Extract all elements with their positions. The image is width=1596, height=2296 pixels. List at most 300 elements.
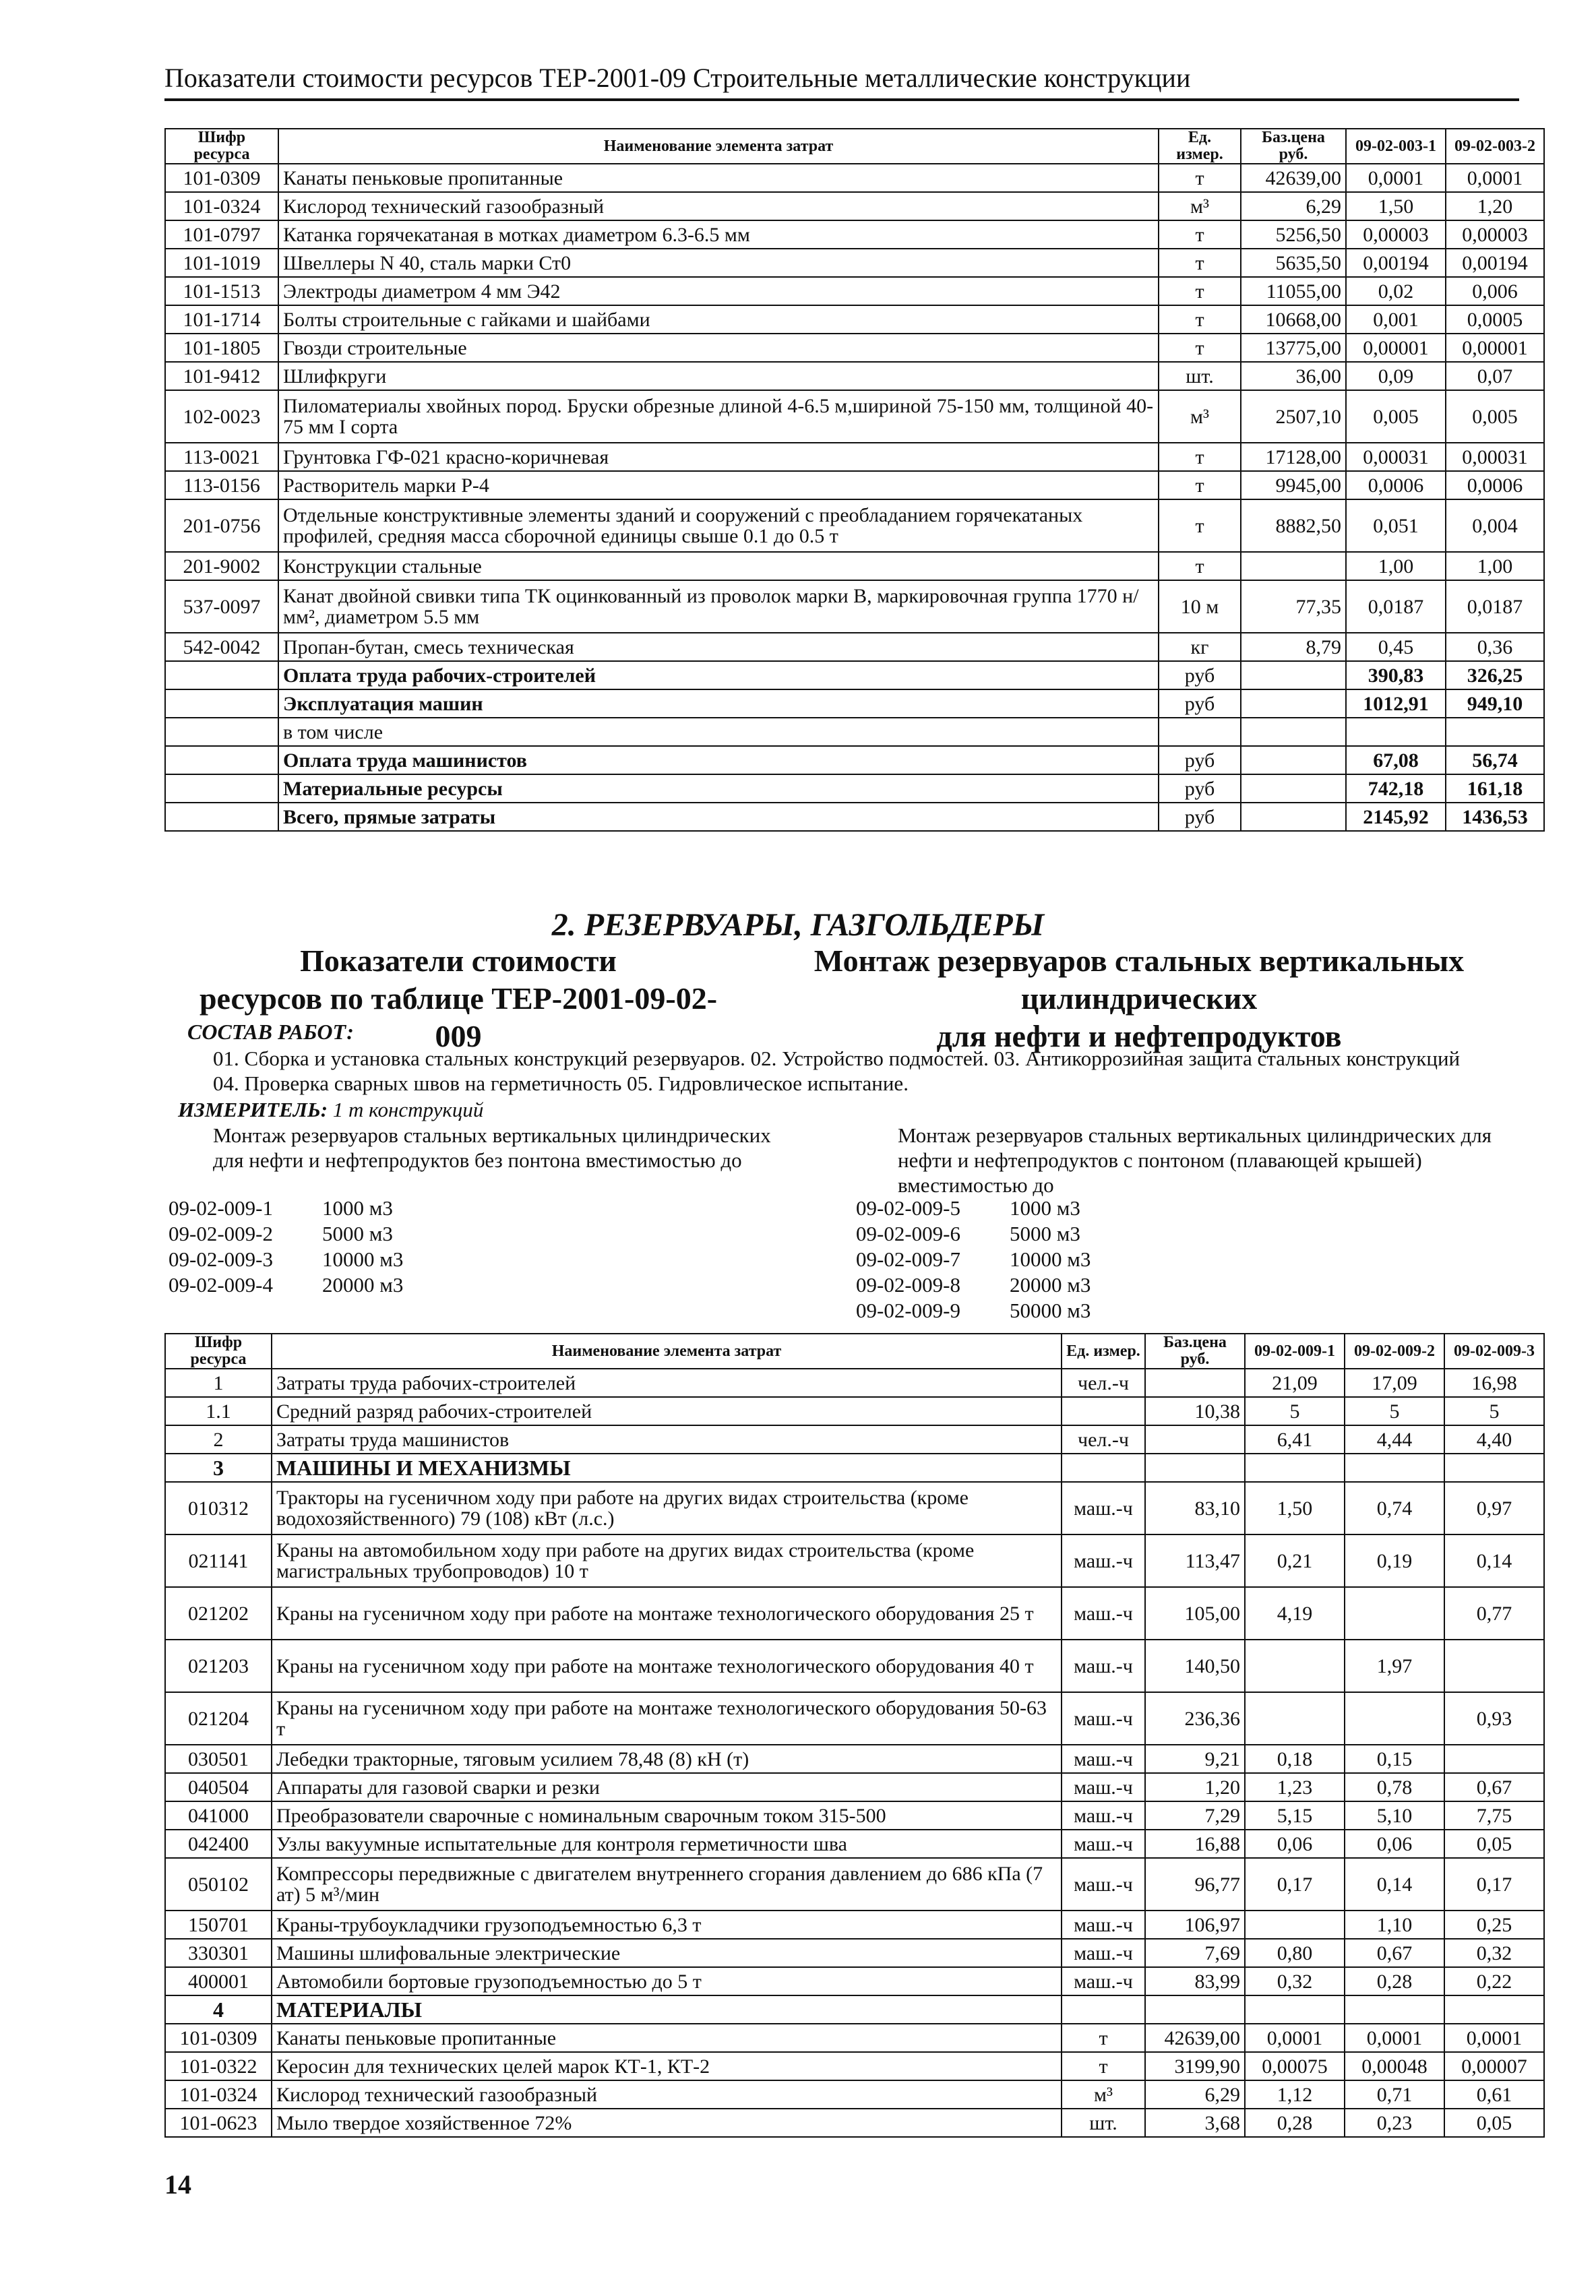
table-row	[165, 1967, 1544, 1995]
summary-unit: руб	[1159, 661, 1241, 689]
unit: маш.-ч	[1062, 1773, 1145, 1801]
resource-code: 021204	[165, 1692, 272, 1745]
table-row	[165, 552, 1544, 580]
value-009-2: 1,10	[1345, 1911, 1444, 1939]
value-009-2: 0,23	[1345, 2109, 1444, 2137]
element-name: Шлифкруги	[278, 362, 1159, 390]
variant-capacity: 20000 м3	[1010, 1273, 1091, 1297]
element-name: Пиломатериалы хвойных пород. Бруски обрезные длиной 4-6.5 м,шириной 75-150 мм, толщиной 40-75 мм I сорта	[278, 390, 1159, 443]
resource-code: 102-0023	[165, 390, 278, 443]
element-name: Гвозди строительные	[278, 334, 1159, 362]
summary-label: Эксплуатация машин	[278, 689, 1159, 718]
base-price: 83,10	[1145, 1482, 1245, 1534]
value-003-2: 0,004	[1446, 499, 1544, 552]
summary-value-003-1: 390,83	[1346, 661, 1446, 689]
value-003-2: 0,0005	[1446, 305, 1544, 334]
variant-capacity: 5000 м3	[1010, 1222, 1080, 1245]
resource-code: 101-0623	[165, 2109, 272, 2137]
value-009-2: 17,09	[1345, 1369, 1444, 1397]
table-row	[165, 1745, 1544, 1773]
resource-code: 113-0156	[165, 471, 278, 499]
value-009-1	[1245, 1692, 1345, 1745]
base-price: 96,77	[1145, 1858, 1245, 1911]
value-003-2: 0,0006	[1446, 471, 1544, 499]
element-name: Отдельные конструктивные элементы зданий и сооружений с преобладанием горячекатаных профилей, средняя масса сборочной единицы свыше 0.1 до 0.5 т	[278, 499, 1159, 552]
section-title: 2. РЕЗЕРВУАРЫ, ГАЗГОЛЬДЕРЫ	[551, 907, 1045, 943]
element-name: Канаты пеньковые пропитанные	[278, 164, 1159, 192]
column-header: 09-02-003-2	[1446, 129, 1544, 164]
base-price: 11055,00	[1241, 277, 1346, 305]
element-name: Кислород технический газообразный	[278, 192, 1159, 220]
value-003-2: 0,00031	[1446, 443, 1544, 471]
table-row	[165, 334, 1544, 362]
element-name: Тракторы на гусеничном ходу при работе на других видах строительства (кроме водохозяйственного) 79 (108) кВт (л.с.)	[272, 1482, 1062, 1534]
base-price: 113,47	[1145, 1534, 1245, 1587]
base-price	[1145, 1454, 1245, 1482]
value-003-1: 0,0187	[1346, 580, 1446, 633]
value-009-1: 0,18	[1245, 1745, 1345, 1773]
value-009-1: 0,28	[1245, 2109, 1345, 2137]
value-009-1: 1,12	[1245, 2080, 1345, 2109]
summary-value-003-1: 1012,91	[1346, 689, 1446, 718]
table-row	[165, 1830, 1544, 1858]
element-name: Компрессоры передвижные с двигателем внутреннего сгорания давлением до 686 кПа (7 ат) 5 м³/мин	[272, 1858, 1062, 1911]
element-name: Преобразователи сварочные с номинальным сварочным током 315-500	[272, 1801, 1062, 1830]
value-009-2: 0,00048	[1345, 2052, 1444, 2080]
value-009-1	[1245, 1995, 1345, 2024]
value-009-3: 7,75	[1444, 1801, 1544, 1830]
value-003-2: 1,20	[1446, 192, 1544, 220]
value-009-2: 5,10	[1345, 1801, 1444, 1830]
resource-code: 330301	[165, 1939, 272, 1967]
value-009-3: 0,67	[1444, 1773, 1544, 1801]
table-row	[165, 1801, 1544, 1830]
unit: т	[1062, 2024, 1145, 2052]
value-009-1: 0,32	[1245, 1967, 1345, 1995]
value-003-1: 0,09	[1346, 362, 1446, 390]
value-009-2	[1345, 1995, 1444, 2024]
value-003-1: 1,00	[1346, 552, 1446, 580]
base-price: 10668,00	[1241, 305, 1346, 334]
empty-cell	[1241, 661, 1346, 689]
variant-code: 09-02-009-4	[168, 1273, 273, 1297]
unit: чел.-ч	[1062, 1425, 1145, 1454]
value-009-1	[1245, 1454, 1345, 1482]
resource-code: 101-1019	[165, 249, 278, 277]
unit: 10 м	[1159, 580, 1241, 633]
base-price: 8,79	[1241, 633, 1346, 661]
value-009-3: 0,22	[1444, 1967, 1544, 1995]
value-009-2: 0,67	[1345, 1939, 1444, 1967]
variant-capacity: 50000 м3	[1010, 1299, 1091, 1322]
element-name: Автомобили бортовые грузоподъемностью до 5 т	[272, 1967, 1062, 1995]
value-009-2	[1345, 1692, 1444, 1745]
value-009-3: 16,98	[1444, 1369, 1544, 1397]
table-header-row	[165, 1334, 1544, 1369]
column-header: Шифр ресурса	[165, 1334, 272, 1369]
table-row	[165, 443, 1544, 471]
page-header: Показатели стоимости ресурсов ТЕР-2001-09 Строительные металлические конструкции	[164, 63, 1191, 93]
unit: шт.	[1159, 362, 1241, 390]
element-name: Болты строительные с гайками и шайбами	[278, 305, 1159, 334]
unit: т	[1159, 499, 1241, 552]
unit: м³	[1159, 192, 1241, 220]
value-003-2: 0,00003	[1446, 220, 1544, 249]
unit: т	[1062, 2052, 1145, 2080]
value-003-1: 0,00001	[1346, 334, 1446, 362]
base-price: 13775,00	[1241, 334, 1346, 362]
variant-capacity: 1000 м3	[322, 1196, 393, 1220]
resource-code: 101-0324	[165, 192, 278, 220]
unit: м³	[1159, 390, 1241, 443]
unit: маш.-ч	[1062, 1640, 1145, 1692]
table-row	[165, 1939, 1544, 1967]
element-name: Краны-трубоукладчики грузоподъемностью 6,3 т	[272, 1911, 1062, 1939]
empty-cell	[1241, 746, 1346, 774]
resource-code: 3	[165, 1454, 272, 1482]
element-name: МАТЕРИАЛЫ	[272, 1995, 1062, 2024]
empty-cell	[1241, 774, 1346, 803]
variant-item	[856, 1196, 1091, 1221]
variant-code: 09-02-009-3	[168, 1247, 273, 1271]
summary-unit: руб	[1159, 774, 1241, 803]
base-price: 140,50	[1145, 1640, 1245, 1692]
resource-code: 101-1513	[165, 277, 278, 305]
table-row	[165, 362, 1544, 390]
table-row	[165, 390, 1544, 443]
base-price: 17128,00	[1241, 443, 1346, 471]
empty-cell	[165, 689, 278, 718]
resource-code: 101-0324	[165, 2080, 272, 2109]
empty-cell	[1241, 718, 1346, 746]
section-row	[165, 1995, 1544, 2024]
table-body	[165, 1369, 1544, 2137]
indicators-title-line: Показатели стоимости	[300, 943, 617, 978]
value-003-2: 0,006	[1446, 277, 1544, 305]
resources-table-2	[164, 1333, 1545, 2138]
summary-unit	[1159, 718, 1241, 746]
value-009-3: 0,05	[1444, 2109, 1544, 2137]
variants-left-list	[168, 1196, 403, 1298]
value-009-1: 21,09	[1245, 1369, 1345, 1397]
summary-label: Всего, прямые затраты	[278, 803, 1159, 831]
value-009-3	[1444, 1995, 1544, 2024]
resource-code: 4	[165, 1995, 272, 2024]
unit: т	[1159, 471, 1241, 499]
table-row	[165, 2109, 1544, 2137]
element-name: Мыло твердое хозяйственное 72%	[272, 2109, 1062, 2137]
resource-code: 150701	[165, 1911, 272, 1939]
column-header: Ед. измер.	[1159, 129, 1241, 164]
resource-code: 113-0021	[165, 443, 278, 471]
table-row	[165, 1425, 1544, 1454]
column-header: 09-02-003-1	[1346, 129, 1446, 164]
column-header: Баз.цена руб.	[1241, 129, 1346, 164]
summary-value-003-1: 742,18	[1346, 774, 1446, 803]
base-price: 77,35	[1241, 580, 1346, 633]
page-number: 14	[164, 2169, 191, 2200]
unit: маш.-ч	[1062, 1801, 1145, 1830]
column-header: Баз.цена руб.	[1145, 1334, 1245, 1369]
table-row	[165, 1482, 1544, 1534]
resource-code: 537-0097	[165, 580, 278, 633]
base-price: 2507,10	[1241, 390, 1346, 443]
value-003-1: 0,001	[1346, 305, 1446, 334]
value-003-2: 0,0001	[1446, 164, 1544, 192]
resource-code: 101-9412	[165, 362, 278, 390]
section-row	[165, 1454, 1544, 1482]
element-name: Канаты пеньковые пропитанные	[272, 2024, 1062, 2052]
resource-code: 201-9002	[165, 552, 278, 580]
value-009-3: 0,25	[1444, 1911, 1544, 1939]
table-row	[165, 305, 1544, 334]
element-name: Затраты труда машинистов	[272, 1425, 1062, 1454]
summary-value-003-2: 1436,53	[1446, 803, 1544, 831]
summary-value-003-1: 2145,92	[1346, 803, 1446, 831]
value-009-3: 0,61	[1444, 2080, 1544, 2109]
empty-cell	[165, 718, 278, 746]
value-009-1: 0,80	[1245, 1939, 1345, 1967]
variant-code: 09-02-009-1	[168, 1196, 273, 1220]
value-009-2	[1345, 1587, 1444, 1640]
resource-code: 101-1714	[165, 305, 278, 334]
resource-code: 1.1	[165, 1397, 272, 1425]
value-009-2: 0,14	[1345, 1858, 1444, 1911]
value-009-3: 0,32	[1444, 1939, 1544, 1967]
resource-code: 400001	[165, 1967, 272, 1995]
value-003-1: 0,00194	[1346, 249, 1446, 277]
resource-code: 101-0309	[165, 2024, 272, 2052]
column-header: Наименование элемента затрат	[272, 1334, 1062, 1369]
resource-code: 021141	[165, 1534, 272, 1587]
unit: маш.-ч	[1062, 1587, 1145, 1640]
column-header: 09-02-009-3	[1444, 1334, 1544, 1369]
base-price: 5256,50	[1241, 220, 1346, 249]
base-price: 10,38	[1145, 1397, 1245, 1425]
variants-right-list	[856, 1196, 1091, 1324]
base-price	[1241, 552, 1346, 580]
value-009-1: 0,21	[1245, 1534, 1345, 1587]
unit: т	[1159, 249, 1241, 277]
summary-unit: руб	[1159, 746, 1241, 774]
table-row	[165, 249, 1544, 277]
value-009-2	[1345, 1454, 1444, 1482]
value-009-2: 5	[1345, 1397, 1444, 1425]
unit: т	[1159, 305, 1241, 334]
value-003-1: 0,0001	[1346, 164, 1446, 192]
resource-code: 101-0322	[165, 2052, 272, 2080]
empty-cell	[1241, 803, 1346, 831]
element-name: Конструкции стальные	[278, 552, 1159, 580]
summary-value-003-2: 161,18	[1446, 774, 1544, 803]
value-009-2: 0,15	[1345, 1745, 1444, 1773]
value-003-1: 0,02	[1346, 277, 1446, 305]
value-003-1: 1,50	[1346, 192, 1446, 220]
measure-label: ИЗМЕРИТЕЛЬ:	[178, 1098, 328, 1121]
value-009-2: 1,97	[1345, 1640, 1444, 1692]
element-name: Краны на автомобильном ходу при работе на других видах строительства (кроме магистральных трубопроводов) 10 т	[272, 1534, 1062, 1587]
variant-item	[168, 1272, 403, 1298]
base-price: 9945,00	[1241, 471, 1346, 499]
unit: маш.-ч	[1062, 1692, 1145, 1745]
element-name: Аппараты для газовой сварки и резки	[272, 1773, 1062, 1801]
unit: маш.-ч	[1062, 1830, 1145, 1858]
unit: м³	[1062, 2080, 1145, 2109]
empty-cell	[165, 661, 278, 689]
element-name: Затраты труда рабочих-строителей	[272, 1369, 1062, 1397]
variant-code: 09-02-009-5	[856, 1196, 960, 1220]
value-009-3: 0,00007	[1444, 2052, 1544, 2080]
element-name: Грунтовка ГФ-021 красно-коричневая	[278, 443, 1159, 471]
element-name: Канат двойной свивки типа ТК оцинкованный из проволок марки В, маркировочная группа 1770 н/мм², диаметром 5.5 мм	[278, 580, 1159, 633]
value-003-1: 0,00031	[1346, 443, 1446, 471]
measure-value: 1 т конструкций	[332, 1098, 484, 1121]
summary-row	[165, 774, 1544, 803]
base-price	[1145, 1369, 1245, 1397]
unit: маш.-ч	[1062, 1911, 1145, 1939]
unit: т	[1159, 443, 1241, 471]
value-009-1: 1,23	[1245, 1773, 1345, 1801]
summary-row	[165, 718, 1544, 746]
value-003-2: 0,005	[1446, 390, 1544, 443]
base-price: 236,36	[1145, 1692, 1245, 1745]
variant-item	[856, 1298, 1091, 1324]
unit: т	[1159, 552, 1241, 580]
summary-unit: руб	[1159, 803, 1241, 831]
unit: т	[1159, 334, 1241, 362]
base-price: 106,97	[1145, 1911, 1245, 1939]
table-row	[165, 2052, 1544, 2080]
column-header: Ед. измер.	[1062, 1334, 1145, 1369]
table-row	[165, 192, 1544, 220]
resource-code: 040504	[165, 1773, 272, 1801]
table-row	[165, 1692, 1544, 1745]
value-009-2: 0,0001	[1345, 2024, 1444, 2052]
unit: маш.-ч	[1062, 1967, 1145, 1995]
work-title-line: Монтаж резервуаров стальных вертикальных цилиндрических	[814, 943, 1465, 1016]
base-price: 7,29	[1145, 1801, 1245, 1830]
element-name: Средний разряд рабочих-строителей	[272, 1397, 1062, 1425]
value-009-3: 0,05	[1444, 1830, 1544, 1858]
resource-code: 050102	[165, 1858, 272, 1911]
element-name: Машины шлифовальные электрические	[272, 1939, 1062, 1967]
value-003-1: 0,0006	[1346, 471, 1446, 499]
variant-item	[856, 1221, 1091, 1247]
table-row	[165, 1369, 1544, 1397]
unit: т	[1159, 277, 1241, 305]
value-009-2: 0,19	[1345, 1534, 1444, 1587]
unit	[1062, 1454, 1145, 1482]
measure	[178, 1097, 483, 1122]
work-composition-text: 01. Сборка и установка стальных конструкций резервуаров. 02. Устройство подмостей. 03. Антикоррозийная защита стальных конструкций 04. Проверка сварных швов на герметичность 05. Гидровлическое испытание.	[213, 1047, 1461, 1096]
table-row	[165, 1858, 1544, 1911]
value-009-3: 4,40	[1444, 1425, 1544, 1454]
resource-code: 041000	[165, 1801, 272, 1830]
base-price: 36,00	[1241, 362, 1346, 390]
empty-cell	[165, 774, 278, 803]
value-003-1: 0,45	[1346, 633, 1446, 661]
empty-cell	[1241, 689, 1346, 718]
table-body	[165, 164, 1544, 831]
variants-left-description: Монтаж резервуаров стальных вертикальных цилиндрических для нефти и нефтепродуктов без понтона вместимостью до	[213, 1123, 771, 1173]
variant-item	[856, 1272, 1091, 1298]
element-name: Краны на гусеничном ходу при работе на монтаже технологического оборудования 25 т	[272, 1587, 1062, 1640]
work-composition-label: СОСТАВ РАБОТ:	[187, 1020, 354, 1044]
base-price: 3,68	[1145, 2109, 1245, 2137]
table-row	[165, 1773, 1544, 1801]
value-009-2: 0,71	[1345, 2080, 1444, 2109]
unit: маш.-ч	[1062, 1939, 1145, 1967]
value-009-2: 0,78	[1345, 1773, 1444, 1801]
element-name: Растворитель марки Р-4	[278, 471, 1159, 499]
table-row	[165, 2080, 1544, 2109]
variant-code: 09-02-009-2	[168, 1222, 273, 1245]
resource-code: 542-0042	[165, 633, 278, 661]
base-price: 1,20	[1145, 1773, 1245, 1801]
table-row	[165, 499, 1544, 552]
summary-label: Оплата труда машинистов	[278, 746, 1159, 774]
value-009-1: 5	[1245, 1397, 1345, 1425]
value-009-1: 0,06	[1245, 1830, 1345, 1858]
variant-item	[168, 1247, 403, 1272]
variant-item	[168, 1221, 403, 1247]
element-name: Краны на гусеничном ходу при работе на монтаже технологического оборудования 40 т	[272, 1640, 1062, 1692]
base-price: 3199,90	[1145, 2052, 1245, 2080]
variant-item	[856, 1247, 1091, 1272]
base-price: 8882,50	[1241, 499, 1346, 552]
value-009-3: 0,14	[1444, 1534, 1544, 1587]
value-009-3	[1444, 1640, 1544, 1692]
summary-unit: руб	[1159, 689, 1241, 718]
element-name: Узлы вакуумные испытательные для контроля герметичности шва	[272, 1830, 1062, 1858]
table-row	[165, 1587, 1544, 1640]
value-009-1: 4,19	[1245, 1587, 1345, 1640]
resource-code: 021202	[165, 1587, 272, 1640]
variant-capacity: 1000 м3	[1010, 1196, 1080, 1220]
value-009-3: 0,0001	[1444, 2024, 1544, 2052]
summary-row	[165, 661, 1544, 689]
unit: чел.-ч	[1062, 1369, 1145, 1397]
summary-label: Материальные ресурсы	[278, 774, 1159, 803]
summary-value-003-2: 56,74	[1446, 746, 1544, 774]
work-title-line: для нефти и нефтепродуктов	[936, 1019, 1342, 1054]
summary-row	[165, 689, 1544, 718]
value-009-3	[1444, 1745, 1544, 1773]
value-003-2: 0,00194	[1446, 249, 1544, 277]
value-009-2: 0,28	[1345, 1967, 1444, 1995]
value-009-1: 6,41	[1245, 1425, 1345, 1454]
base-price: 6,29	[1241, 192, 1346, 220]
summary-row	[165, 803, 1544, 831]
table-row	[165, 471, 1544, 499]
unit: т	[1159, 220, 1241, 249]
table-row	[165, 220, 1544, 249]
element-name: Швеллеры N 40, сталь марки Ст0	[278, 249, 1159, 277]
value-009-3: 0,77	[1444, 1587, 1544, 1640]
unit	[1062, 1995, 1145, 2024]
unit: кг	[1159, 633, 1241, 661]
table-row	[165, 164, 1544, 192]
value-009-3: 0,97	[1444, 1482, 1544, 1534]
resource-code: 2	[165, 1425, 272, 1454]
value-009-3	[1444, 1454, 1544, 1482]
value-009-1: 0,00075	[1245, 2052, 1345, 2080]
unit: т	[1159, 164, 1241, 192]
base-price: 42639,00	[1241, 164, 1346, 192]
variant-capacity: 10000 м3	[322, 1247, 404, 1271]
value-009-1	[1245, 1640, 1345, 1692]
base-price: 83,99	[1145, 1967, 1245, 1995]
